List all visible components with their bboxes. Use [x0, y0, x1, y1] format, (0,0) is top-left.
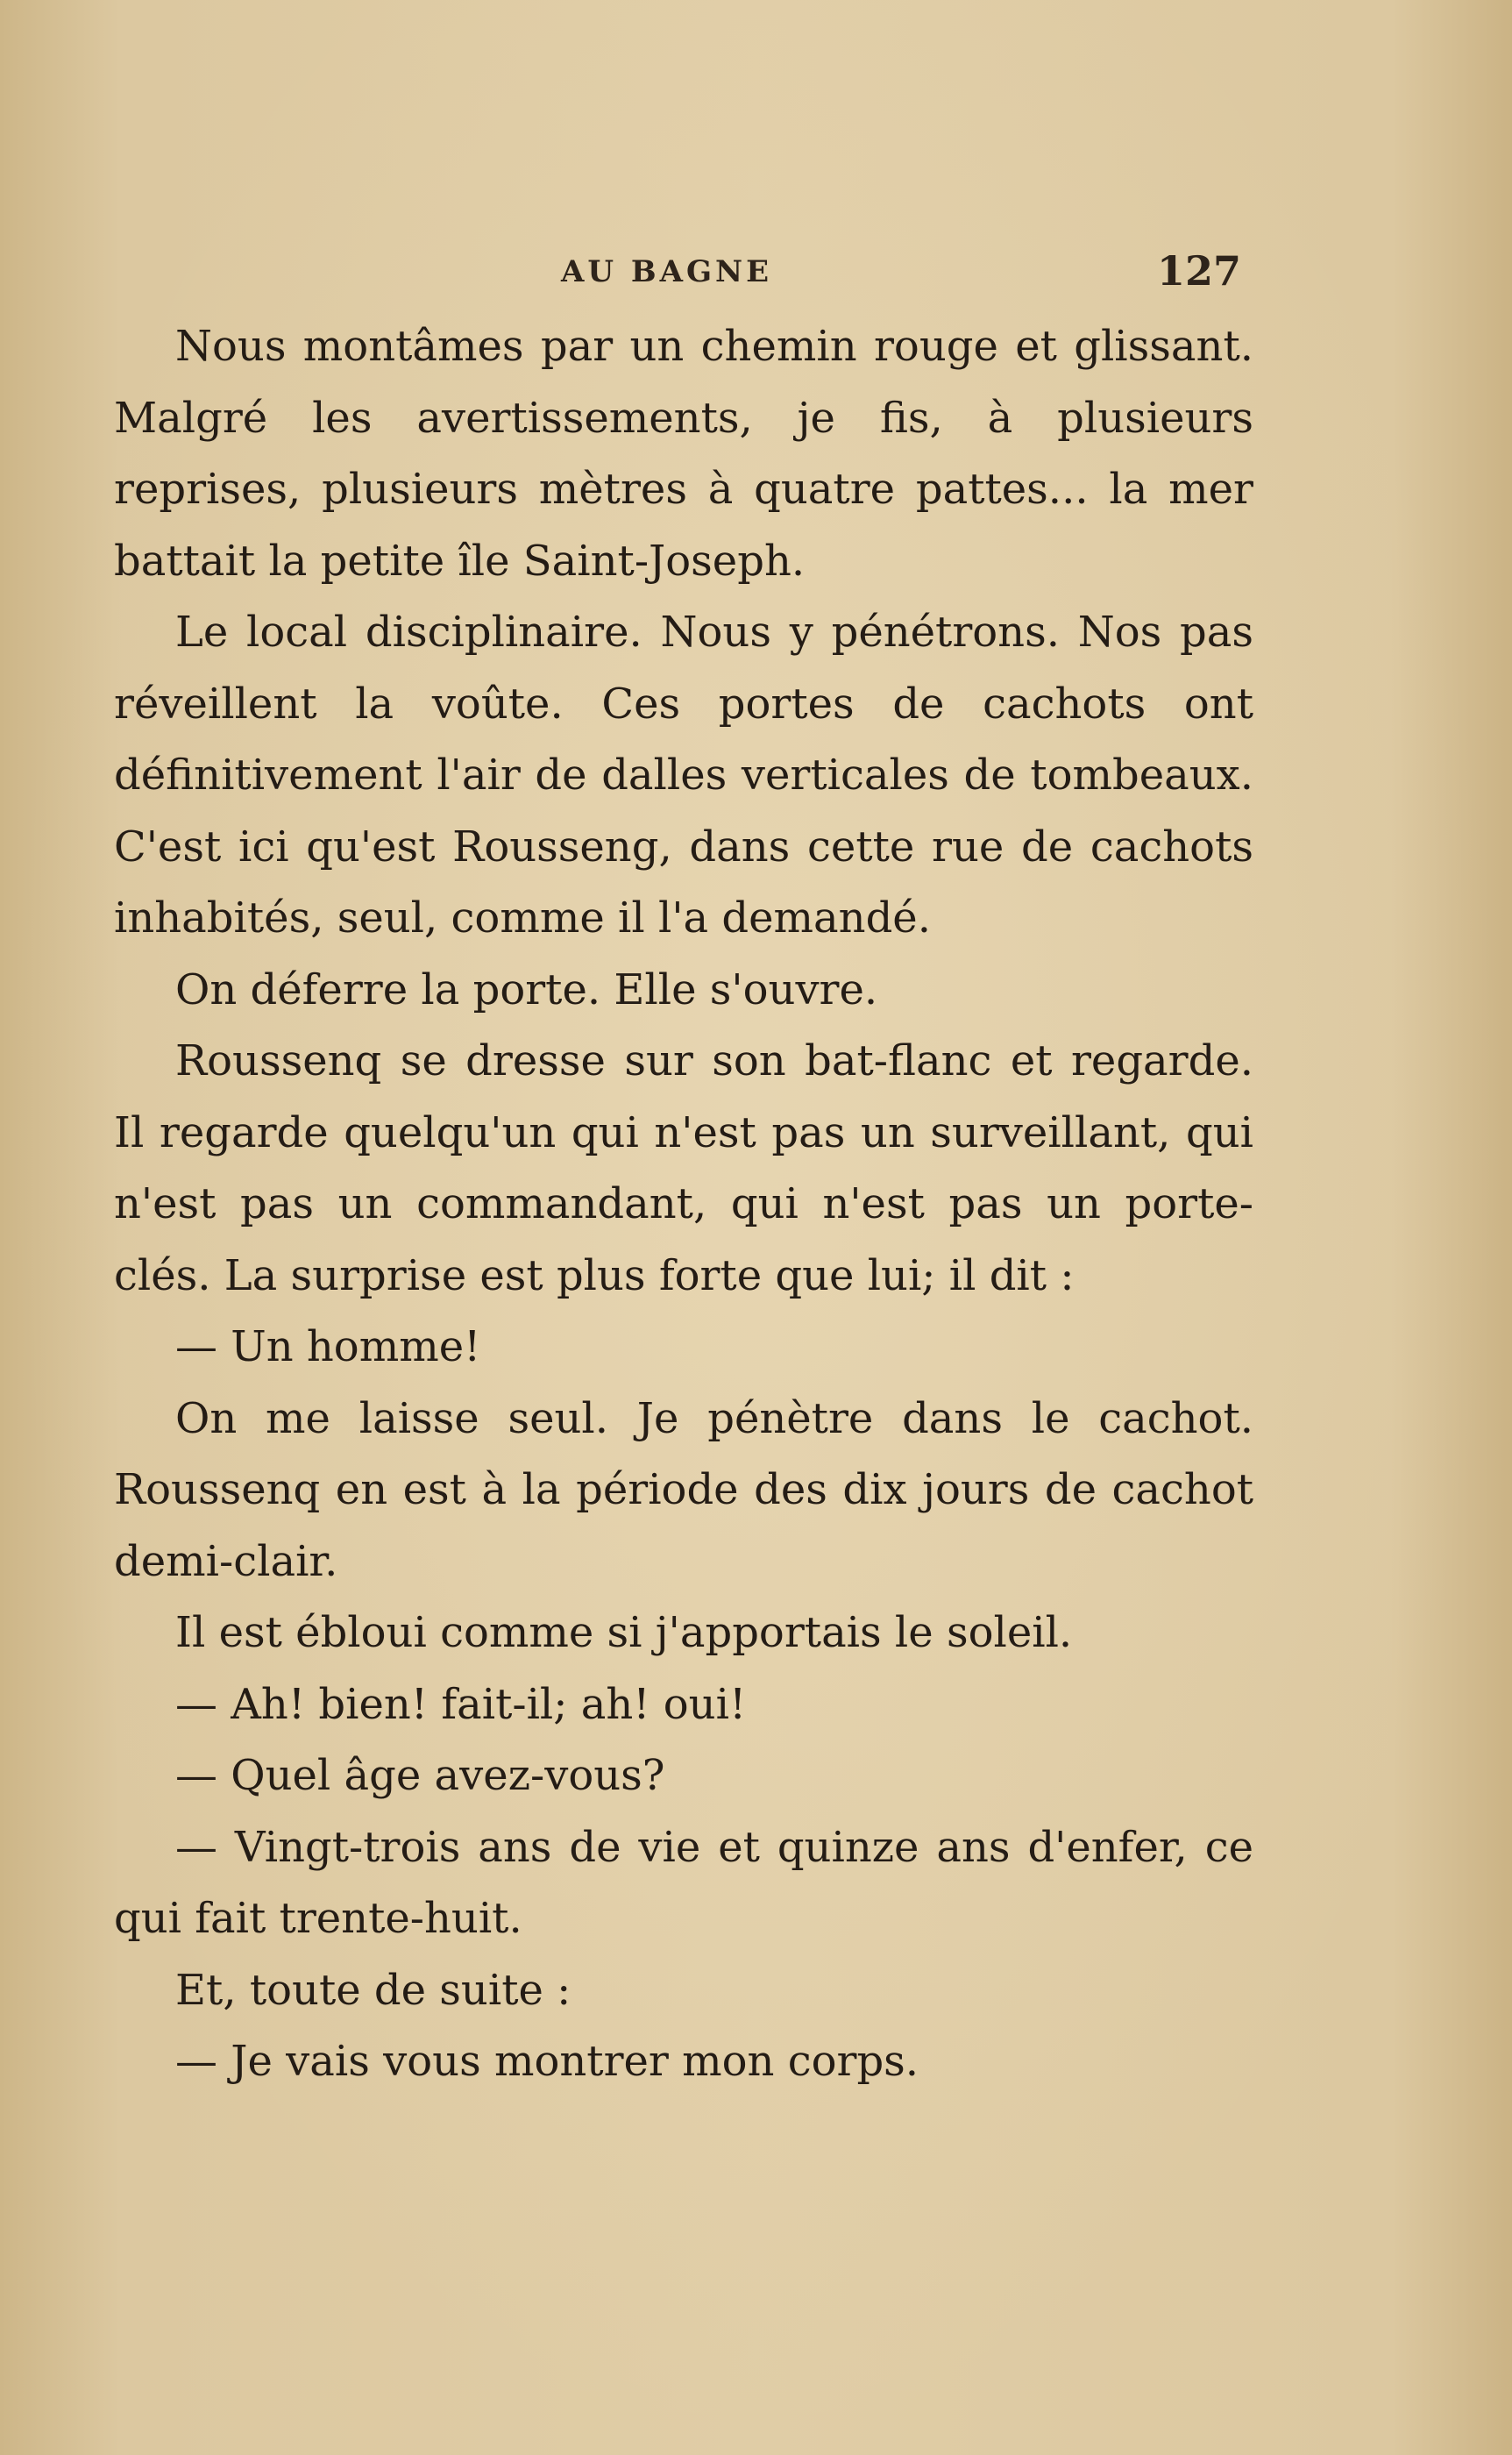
running-title: AU BAGNE	[561, 254, 773, 289]
paragraph: On me laisse seul. Je pénètre dans le cachot. Roussenq en est à la période des dix jours de cachot demi-clair.	[114, 1393, 1253, 1586]
dialogue-line: — Un homme!	[175, 1322, 481, 1371]
paragraph: Et, toute de suite :	[175, 1965, 571, 2015]
paragraph: Il est ébloui comme si j'apportais le soleil.	[175, 1608, 1073, 1657]
page-number: 127	[1157, 247, 1242, 295]
paragraph: Nous montâmes par un chemin rouge et glissant. Malgré les avertissements, je fis, à plusieurs reprises, plusieurs mètres à quatre pattes... la mer battait la petite île Saint-Joseph.	[114, 322, 1253, 586]
dialogue-line: — Je vais vous montrer mon corps.	[175, 2037, 919, 2086]
paragraph: On déferre la porte. Elle s'ouvre.	[175, 964, 878, 1014]
paragraph: Le local disciplinaire. Nous y pénétrons. Nos pas réveillent la voûte. Ces portes de cachots ont définitivement l'air de dalles verticales de tombeaux. C'est ici qu'est Rousseng, dans cette rue de cachots inhabités, seul, comme il l'a demandé.	[114, 608, 1253, 943]
dialogue-line: — Ah! bien! fait-il; ah! oui!	[175, 1679, 747, 1729]
paragraph: Roussenq se dresse sur son bat-flanc et regarde. Il regarde quelqu'un qui n'est pas un surveillant, qui n'est pas un commandant, qui n'est pas un porte-clés. La surprise est plus forte que lui; il dit :	[114, 1036, 1253, 1300]
dialogue-line: — Quel âge avez-vous?	[175, 1751, 665, 1800]
body-text	[114, 311, 1253, 2098]
dialogue-line: — Vingt-trois ans de vie et quinze ans d'enfer, ce qui fait trente-huit.	[114, 1822, 1253, 1943]
page-header	[0, 247, 1512, 300]
